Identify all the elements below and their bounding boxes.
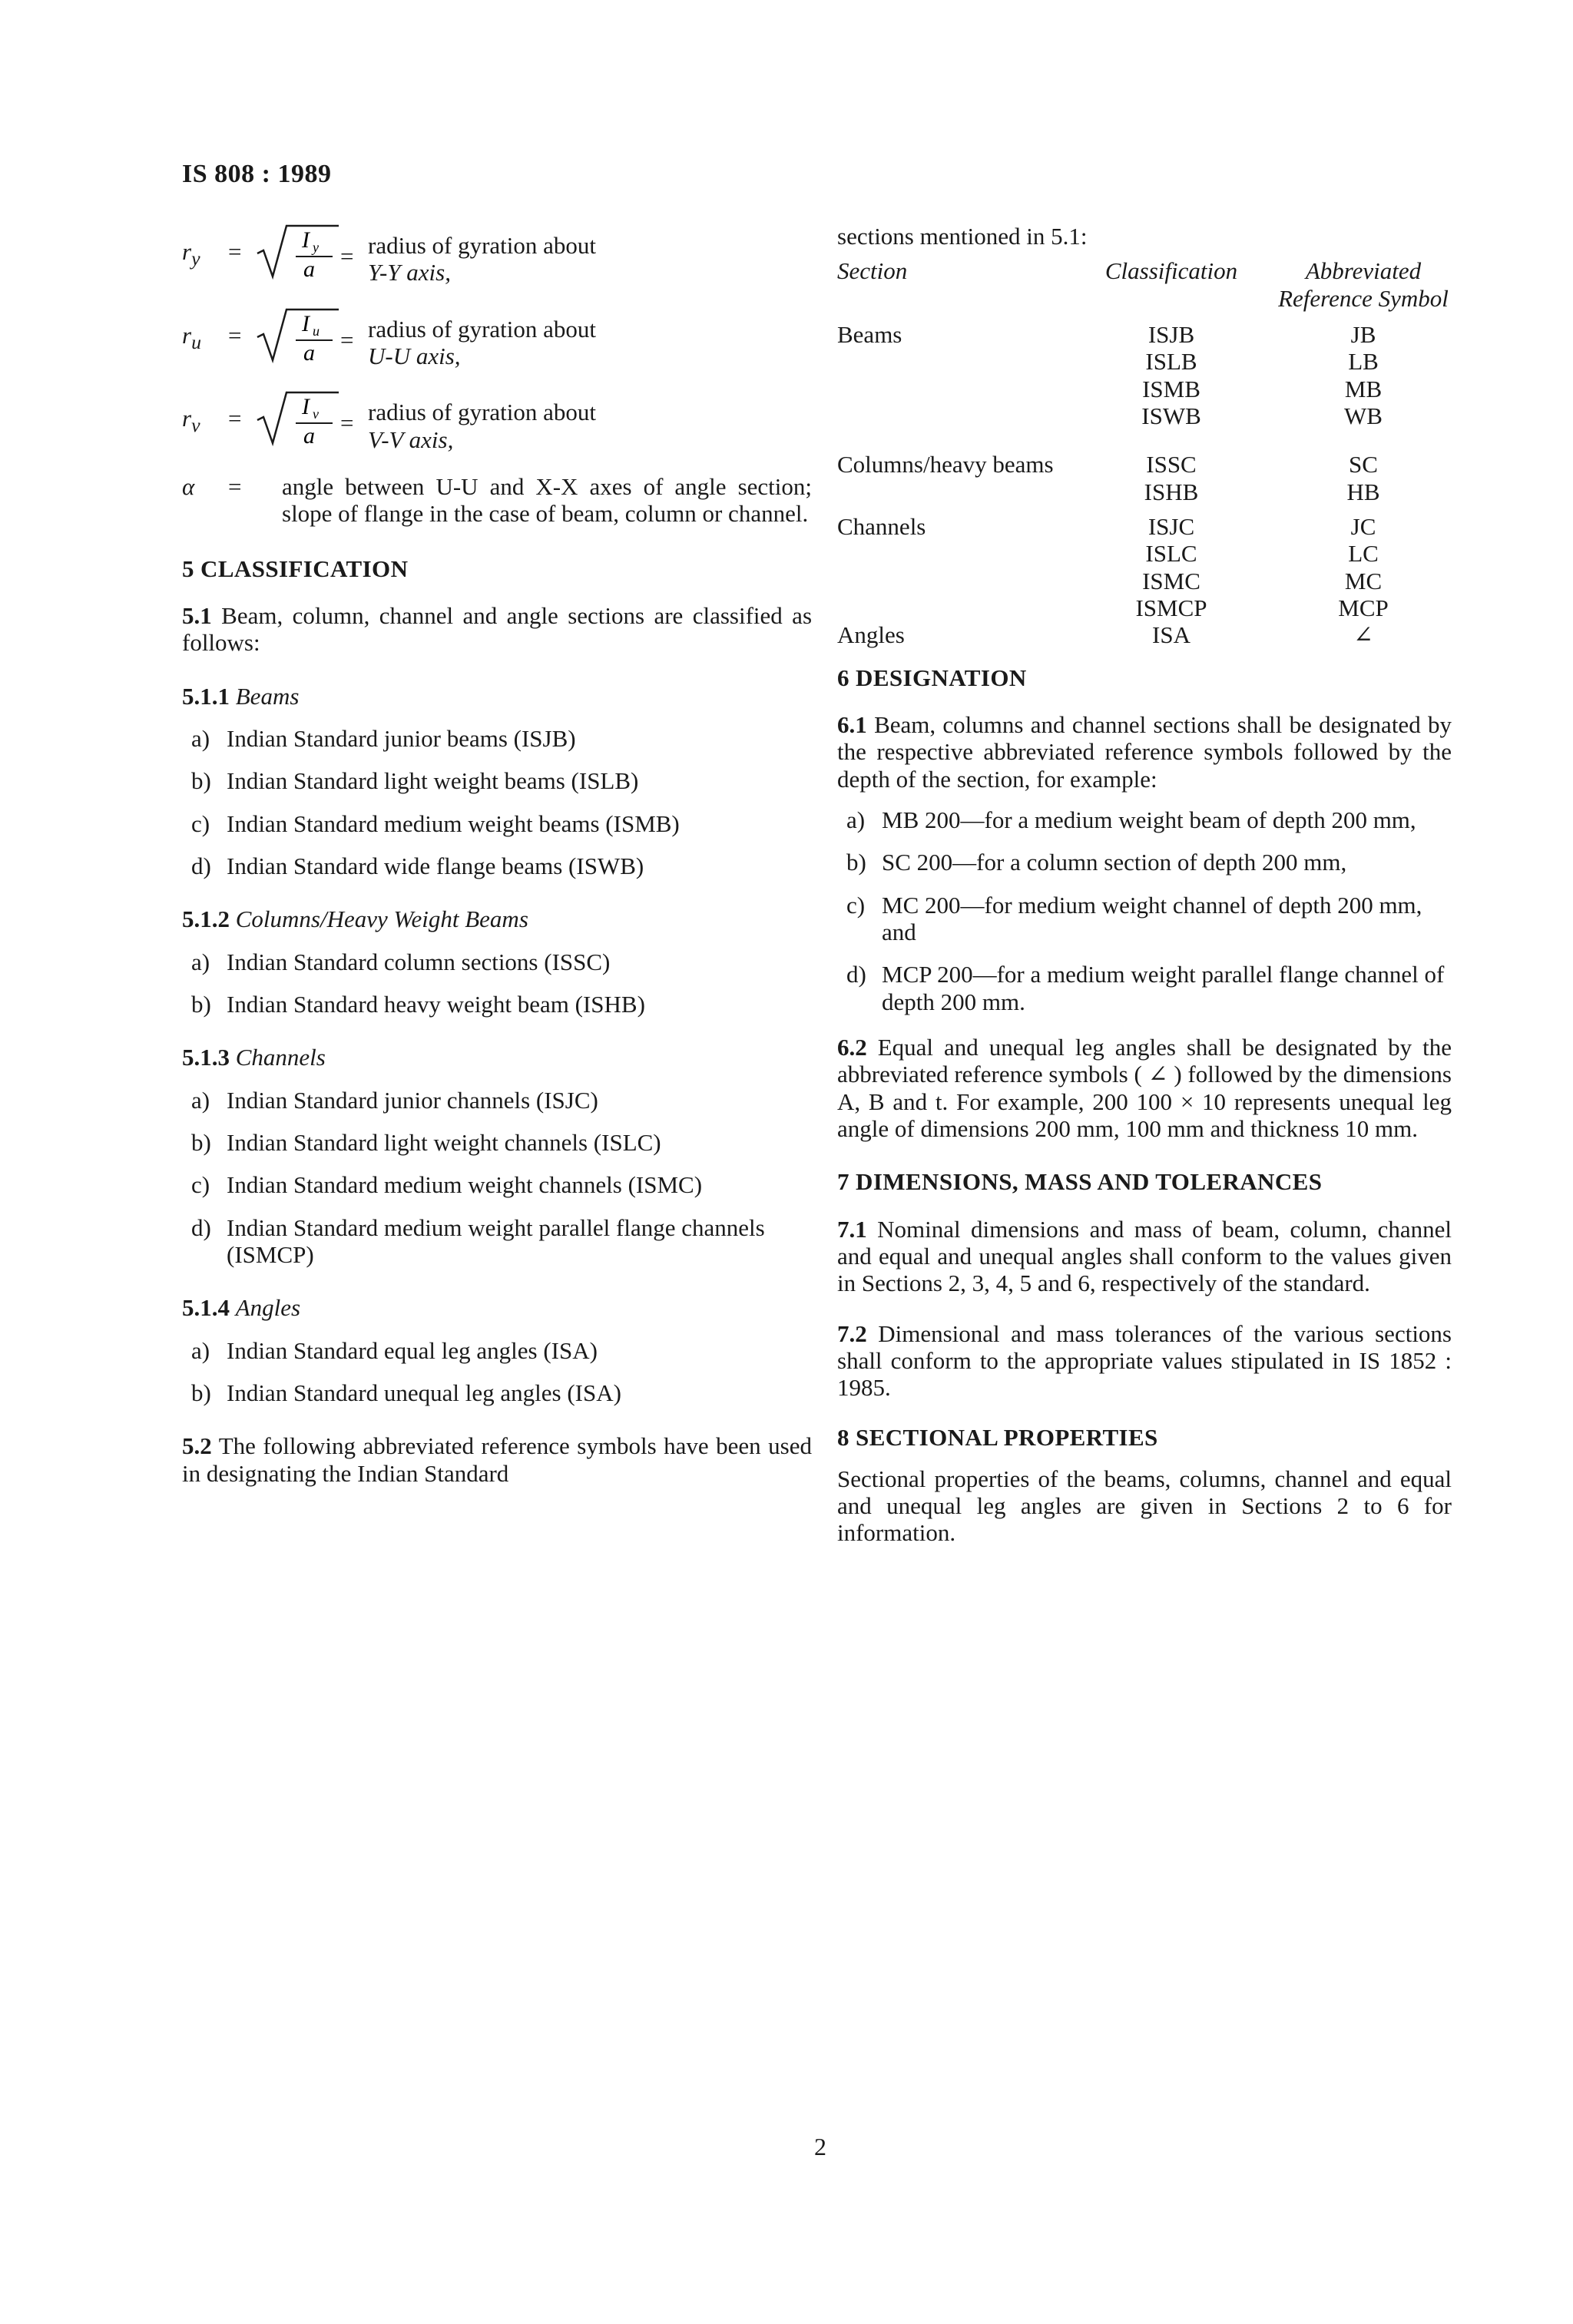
table-header-row bbox=[837, 257, 1452, 321]
list-item: a) Indian Standard equal leg angles (ISA) bbox=[191, 1336, 598, 1364]
section-heading-8: 8 SECTIONAL PROPERTIES bbox=[837, 1424, 1158, 1452]
formula-symbol: $r_u$ bbox=[182, 321, 201, 353]
list-item: c) Indian Standard medium weight channels (ISMC) bbox=[191, 1171, 703, 1199]
list-5-1-1 bbox=[182, 725, 812, 879]
section-heading-6: 6 DESIGNATION bbox=[837, 664, 1027, 691]
list-item: a) Indian Standard junior beams (ISJB) bbox=[191, 724, 576, 752]
page-number: 2 bbox=[814, 2133, 826, 2160]
formula-numerator: I bbox=[302, 227, 310, 253]
paragraph-5-2: 5.2 The following abbreviated reference symbols have been used in designating the Indian Standard bbox=[182, 1432, 812, 1487]
formula-denominator: a bbox=[303, 423, 315, 447]
svg-text:y: y bbox=[313, 240, 319, 255]
subheading-5-1-4: 5.1.4 Angles bbox=[182, 1294, 301, 1322]
list-item: c) Indian Standard medium weight beams (ISMB) bbox=[191, 809, 680, 837]
square-root bbox=[256, 389, 340, 446]
list-item: c) MC 200—for medium weight channel of depth 200 mm, and bbox=[846, 891, 1422, 945]
square-root bbox=[256, 306, 340, 363]
subheading-5-1-1: 5.1.1 Beams bbox=[182, 682, 300, 710]
section-heading-7: 7 DIMENSIONS, MASS AND TOLERANCES bbox=[837, 1168, 1323, 1196]
paragraph-5-1: 5.1 Beam, column, channel and angle sections are classified as follows: bbox=[182, 601, 813, 657]
alpha-definition: α = angle between U-U and X-X axes of angle section; slope of flange in the case of beam, column or channel. bbox=[182, 472, 812, 528]
list-item: a) Indian Standard junior channels (ISJC) bbox=[191, 1086, 598, 1114]
formula-denominator: a bbox=[303, 257, 315, 280]
formula-numerator: I bbox=[302, 394, 310, 420]
formula-denominator: a bbox=[303, 339, 315, 363]
formula-description: radius of gyration about U-U axis, bbox=[368, 315, 597, 369]
list-5-1-4 bbox=[182, 1337, 812, 1407]
table-row: Columns/heavy beams ISSC ISHB SC HB bbox=[837, 451, 1380, 505]
list-item: b) SC 200—for a column section of depth 200 mm, bbox=[846, 849, 1347, 876]
list-item: b) Indian Standard light weight channels (ISLC) bbox=[191, 1128, 661, 1156]
formula-rv: $r_v$ = I v a = radius of gyration about V-V axis, bbox=[182, 389, 812, 453]
list-item: b) Indian Standard light weight beams (ISLB) bbox=[191, 767, 639, 795]
paragraph-7-2: 7.2 Dimensional and mass tolerances of the various sections shall conform to the appropriate values stipulated in IS 1852 : 1985. bbox=[837, 1319, 1452, 1402]
list-5-1-3 bbox=[182, 1087, 812, 1269]
list-6-1 bbox=[837, 806, 1452, 1015]
formula-ru: $r_u$ = I u a = radius of gyration about U-U axis, bbox=[182, 306, 812, 370]
list-5-1-2 bbox=[182, 948, 812, 1018]
formula-symbol: $r_y$ bbox=[182, 238, 200, 270]
paragraph-7-1: 7.1 Nominal dimensions and mass of beam, column, channel and equal and unequal angles shall conform to the values given in Sections 2, 3, 4, 5 and 6, respectively of the standard. bbox=[837, 1215, 1452, 1297]
page-header: IS 808 : 1989 bbox=[182, 160, 332, 188]
formula-numerator: I bbox=[302, 310, 310, 336]
subheading-5-1-3: 5.1.3 Channels bbox=[182, 1044, 326, 1071]
formula-description: radius of gyration about V-V axis, bbox=[368, 399, 597, 453]
table-row: Beams ISJB ISLB ISMB ISWB JB LB MB WB bbox=[837, 320, 1383, 429]
formula-ry: $r_y$ = I y a = radius of gyration about Y-Y axis, bbox=[182, 223, 812, 286]
table-header: Classification bbox=[1104, 257, 1238, 285]
table-row: Angles ISA ∠ bbox=[837, 621, 1452, 648]
formula-symbol: $r_v$ bbox=[182, 405, 200, 437]
square-root bbox=[256, 223, 340, 280]
symbols-table bbox=[837, 257, 1452, 648]
paragraph-8: Sectional properties of the beams, columns, channel and equal and unequal leg angles are given in Sections 2 to 6 for information. bbox=[837, 1465, 1452, 1547]
svg-text:u: u bbox=[313, 323, 320, 339]
section-heading-5: 5 CLASSIFICATION bbox=[182, 555, 409, 582]
table-intro: sections mentioned in 5.1: bbox=[837, 223, 1088, 250]
angle-symbol-icon: ∠ bbox=[1353, 621, 1373, 649]
list-item: b) Indian Standard unequal leg angles (ISA) bbox=[191, 1379, 621, 1406]
table-header: Abbreviated Reference Symbol bbox=[1278, 257, 1449, 312]
table-header: Section bbox=[837, 257, 908, 285]
list-item: d) Indian Standard wide flange beams (ISWB) bbox=[191, 852, 644, 879]
list-item: d) MCP 200—for a medium weight parallel flange channel of depth 200 mm. bbox=[846, 961, 1445, 1015]
list-item: b) Indian Standard heavy weight beam (ISHB) bbox=[191, 990, 645, 1018]
left-column bbox=[182, 223, 812, 1510]
list-item: a) MB 200—for a medium weight beam of depth 200 mm, bbox=[846, 806, 1416, 833]
svg-text:v: v bbox=[313, 406, 319, 422]
paragraph-6-2: 6.2 Equal and unequal leg angles shall be designated by the abbreviated reference symbols ( ∠ ) followed by the dimensions A, B and t. For example, 200 100 × 10 represents unequal leg angle of dimensions 200 mm, 100 mm and thickness 10 mm. bbox=[837, 1033, 1452, 1142]
list-item: a) Indian Standard column sections (ISSC) bbox=[191, 948, 611, 975]
formula-description: radius of gyration about Y-Y axis, bbox=[368, 232, 597, 286]
paragraph-6-1: 6.1 Beam, columns and channel sections shall be designated by the respective abbreviated reference symbols followed by the depth of the section, for example: bbox=[837, 710, 1452, 793]
list-item: d) Indian Standard medium weight parallel flange channels (ISMCP) bbox=[191, 1213, 765, 1268]
subheading-5-1-2: 5.1.2 Columns/Heavy Weight Beams bbox=[182, 905, 528, 933]
table-row: Channels ISJC ISLC ISMC ISMCP JC LC MC MCP bbox=[837, 512, 1389, 621]
right-column bbox=[837, 223, 1452, 1570]
